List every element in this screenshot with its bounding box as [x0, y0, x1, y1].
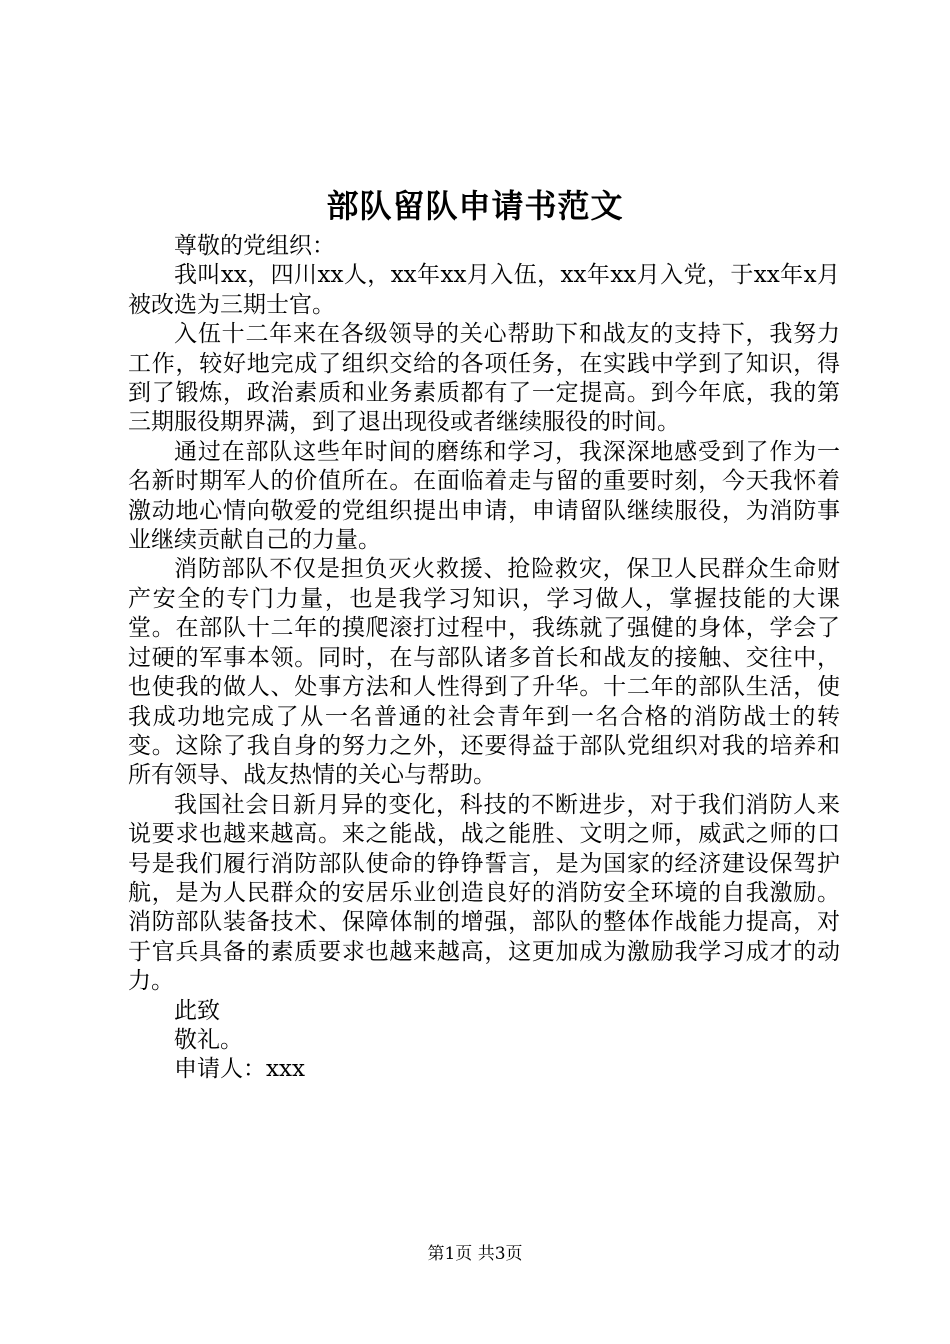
- paragraph-2: 入伍十二年来在各级领导的关心帮助下和战友的支持下，我努力工作，较好地完成了组织交给的各项任务，在实践中学到了知识，得到了锻炼，政治素质和业务素质都有了一定提高。到今年底，我的第三期服役期界满，到了退出现役或者继续服役的时间。: [128, 321, 840, 436]
- paragraph-3: 通过在部队这些年时间的磨练和学习，我深深地感受到了作为一名新时期军人的价值所在。在面临着走与留的重要时刻，今天我怀着激动地心情向敬爱的党组织提出申请，申请留队继续服役，为消防事业继续贡献自己的力量。: [128, 438, 840, 554]
- paragraph-4: 消防部队不仅是担负灭火救援、抢险救灾，保卫人民群众生命财产安全的专门力量，也是我学习知识，学习做人，掌握技能的大课堂。在部队十二年的摸爬滚打过程中，我练就了强健的身体，学会了过硬的军事本领。同时，在与部队诸多首长和战友的接触、交往中，也使我的做人、处事方法和人性得到了升华。十二年的部队生活，使我成功地完成了从一名普通的社会青年到一名合格的消防战士的转变。这除了我自身的努力之外，还要得益于部队党组织对我的培养和所有领导、战友热情的关心与帮助。: [128, 556, 840, 789]
- page-footer: 第1页 共3页: [427, 1244, 523, 1264]
- document-body: [128, 232, 840, 1085]
- paragraph-5: 我国社会日新月异的变化，科技的不断进步，对于我们消防人来说要求也越来越高。来之能战，战之能胜、文明之师，威武之师的口号是我们履行消防部队使命的铮铮誓言，是为国家的经济建设保驾护航，是为人民群众的安居乐业创造良好的消防安全环境的自我激励。消防部队装备技术、保障体制的增强，部队的整体作战能力提高，对于官兵具备的素质要求也越来越高，这更加成为激励我学习成才的动力。: [128, 791, 840, 995]
- signature: 申请人：xxx: [174, 1056, 305, 1083]
- closing-line-1: 此致: [174, 997, 220, 1024]
- document-title: 部队留队申请书范文: [326, 187, 624, 225]
- paragraph-1: 我叫xx，四川xx人，xx年xx月入伍，xx年xx月入党，于xx年x月被改选为三期士官。: [128, 262, 840, 318]
- salutation: 尊敬的党组织：: [174, 233, 335, 259]
- closing-line-2: 敬礼。: [174, 1026, 243, 1053]
